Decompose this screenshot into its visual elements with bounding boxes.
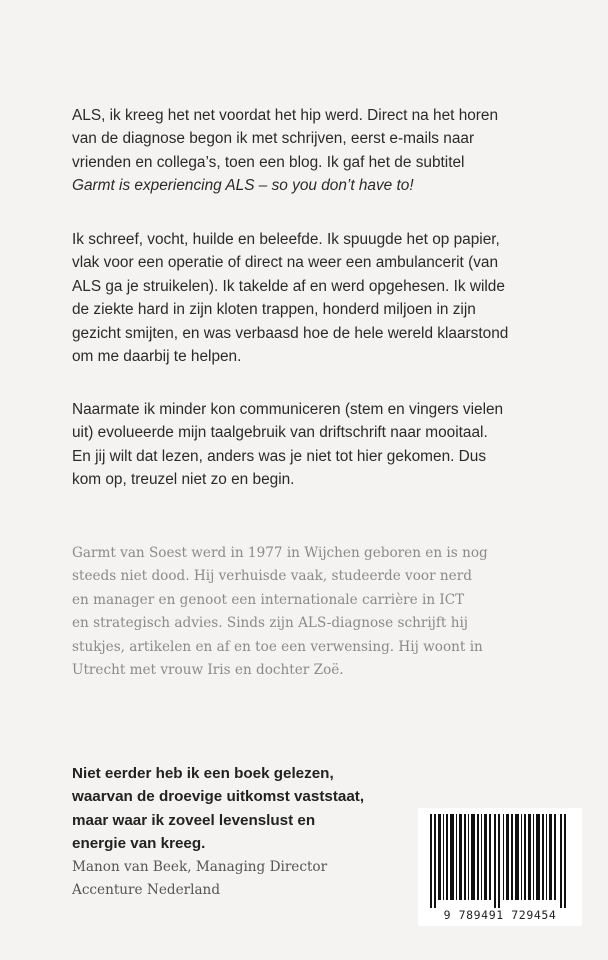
endorsement-quote — [72, 762, 412, 856]
quote-line: energie van kreeg. — [72, 835, 206, 853]
blurb-line: En jij wilt dat lezen, anders was je niet tot hier gekomen. Dus — [72, 447, 487, 465]
blurb-line: de ziekte hard in zijn kloten trappen, honderd miljoen in zijn — [72, 301, 476, 319]
author-bio — [72, 542, 542, 682]
blurb-line: ALS, ik kreeg het net voordat het hip werd. Direct na het horen — [72, 107, 499, 124]
blurb-line: kom op, treuzel niet zo en begin. — [72, 471, 295, 489]
blurb-line: vrienden en collega’s, toen een blog. Ik gaf het de subtitel — [72, 153, 465, 171]
quote-organization: Accenture Nederland — [72, 882, 221, 899]
quote-line: waarvan de droevige uitkomst vaststaat, — [72, 788, 365, 806]
bio-line: en strategisch advies. Sinds zijn ALS-diagnose schrijft hij — [72, 615, 469, 632]
quote-line: maar waar ik zoveel levenslust en — [72, 811, 316, 829]
blurb-line: om me daarbij te helpen. — [72, 348, 242, 366]
blurb-paragraph-2 — [72, 228, 542, 368]
blurb-line: ALS ga je struikelen). Ik takelde af en werd opgehesen. Ik wilde — [72, 277, 505, 295]
bio-line: en manager en genoot een internationale carrière in ICT — [72, 591, 465, 608]
blurb-line: Naarmate ik minder kon communiceren (stem en vingers vielen — [72, 401, 504, 418]
bio-line: Garmt van Soest werd in 1977 in Wijchen geboren en is nog — [72, 545, 488, 561]
quote-line: Niet eerder heb ik een boek gelezen, — [72, 765, 334, 782]
blurb-line: uit) evolueerde mijn taalgebruik van driftschrift naar mooitaal. — [72, 424, 488, 442]
bio-line: Utrecht met vrouw Iris en dochter Zoë. — [72, 662, 344, 679]
isbn-barcode — [418, 808, 582, 926]
blurb-paragraph-1 — [72, 104, 542, 198]
quote-attribution — [72, 856, 412, 903]
barcode-bars — [430, 814, 570, 908]
bio-line: steeds niet dood. Hij verhuisde vaak, studeerde voor nerd — [72, 568, 472, 585]
blog-subtitle: Garmt is experiencing ALS – so you don’t have to! — [72, 177, 414, 195]
bio-line: stukjes, artikelen en af en toe een verwensing. Hij woont in — [72, 638, 483, 655]
blurb-line: van de diagnose begon ik met schrijven, eerst e-mails naar — [72, 130, 475, 148]
isbn-number: 9 789491 729454 — [443, 908, 557, 922]
blurb-line: Ik schreef, vocht, huilde en beleefde. Ik spuugde het op papier, — [72, 231, 500, 248]
quote-author: Manon van Beek, Managing Director — [72, 859, 328, 875]
blurb-line: gezicht smijten, en was verbaasd hoe de hele wereld klaarstond — [72, 324, 509, 342]
blurb-line: vlak voor een operatie of direct na weer een ambulancerit (van — [72, 254, 499, 272]
blurb-paragraph-3 — [72, 398, 542, 492]
